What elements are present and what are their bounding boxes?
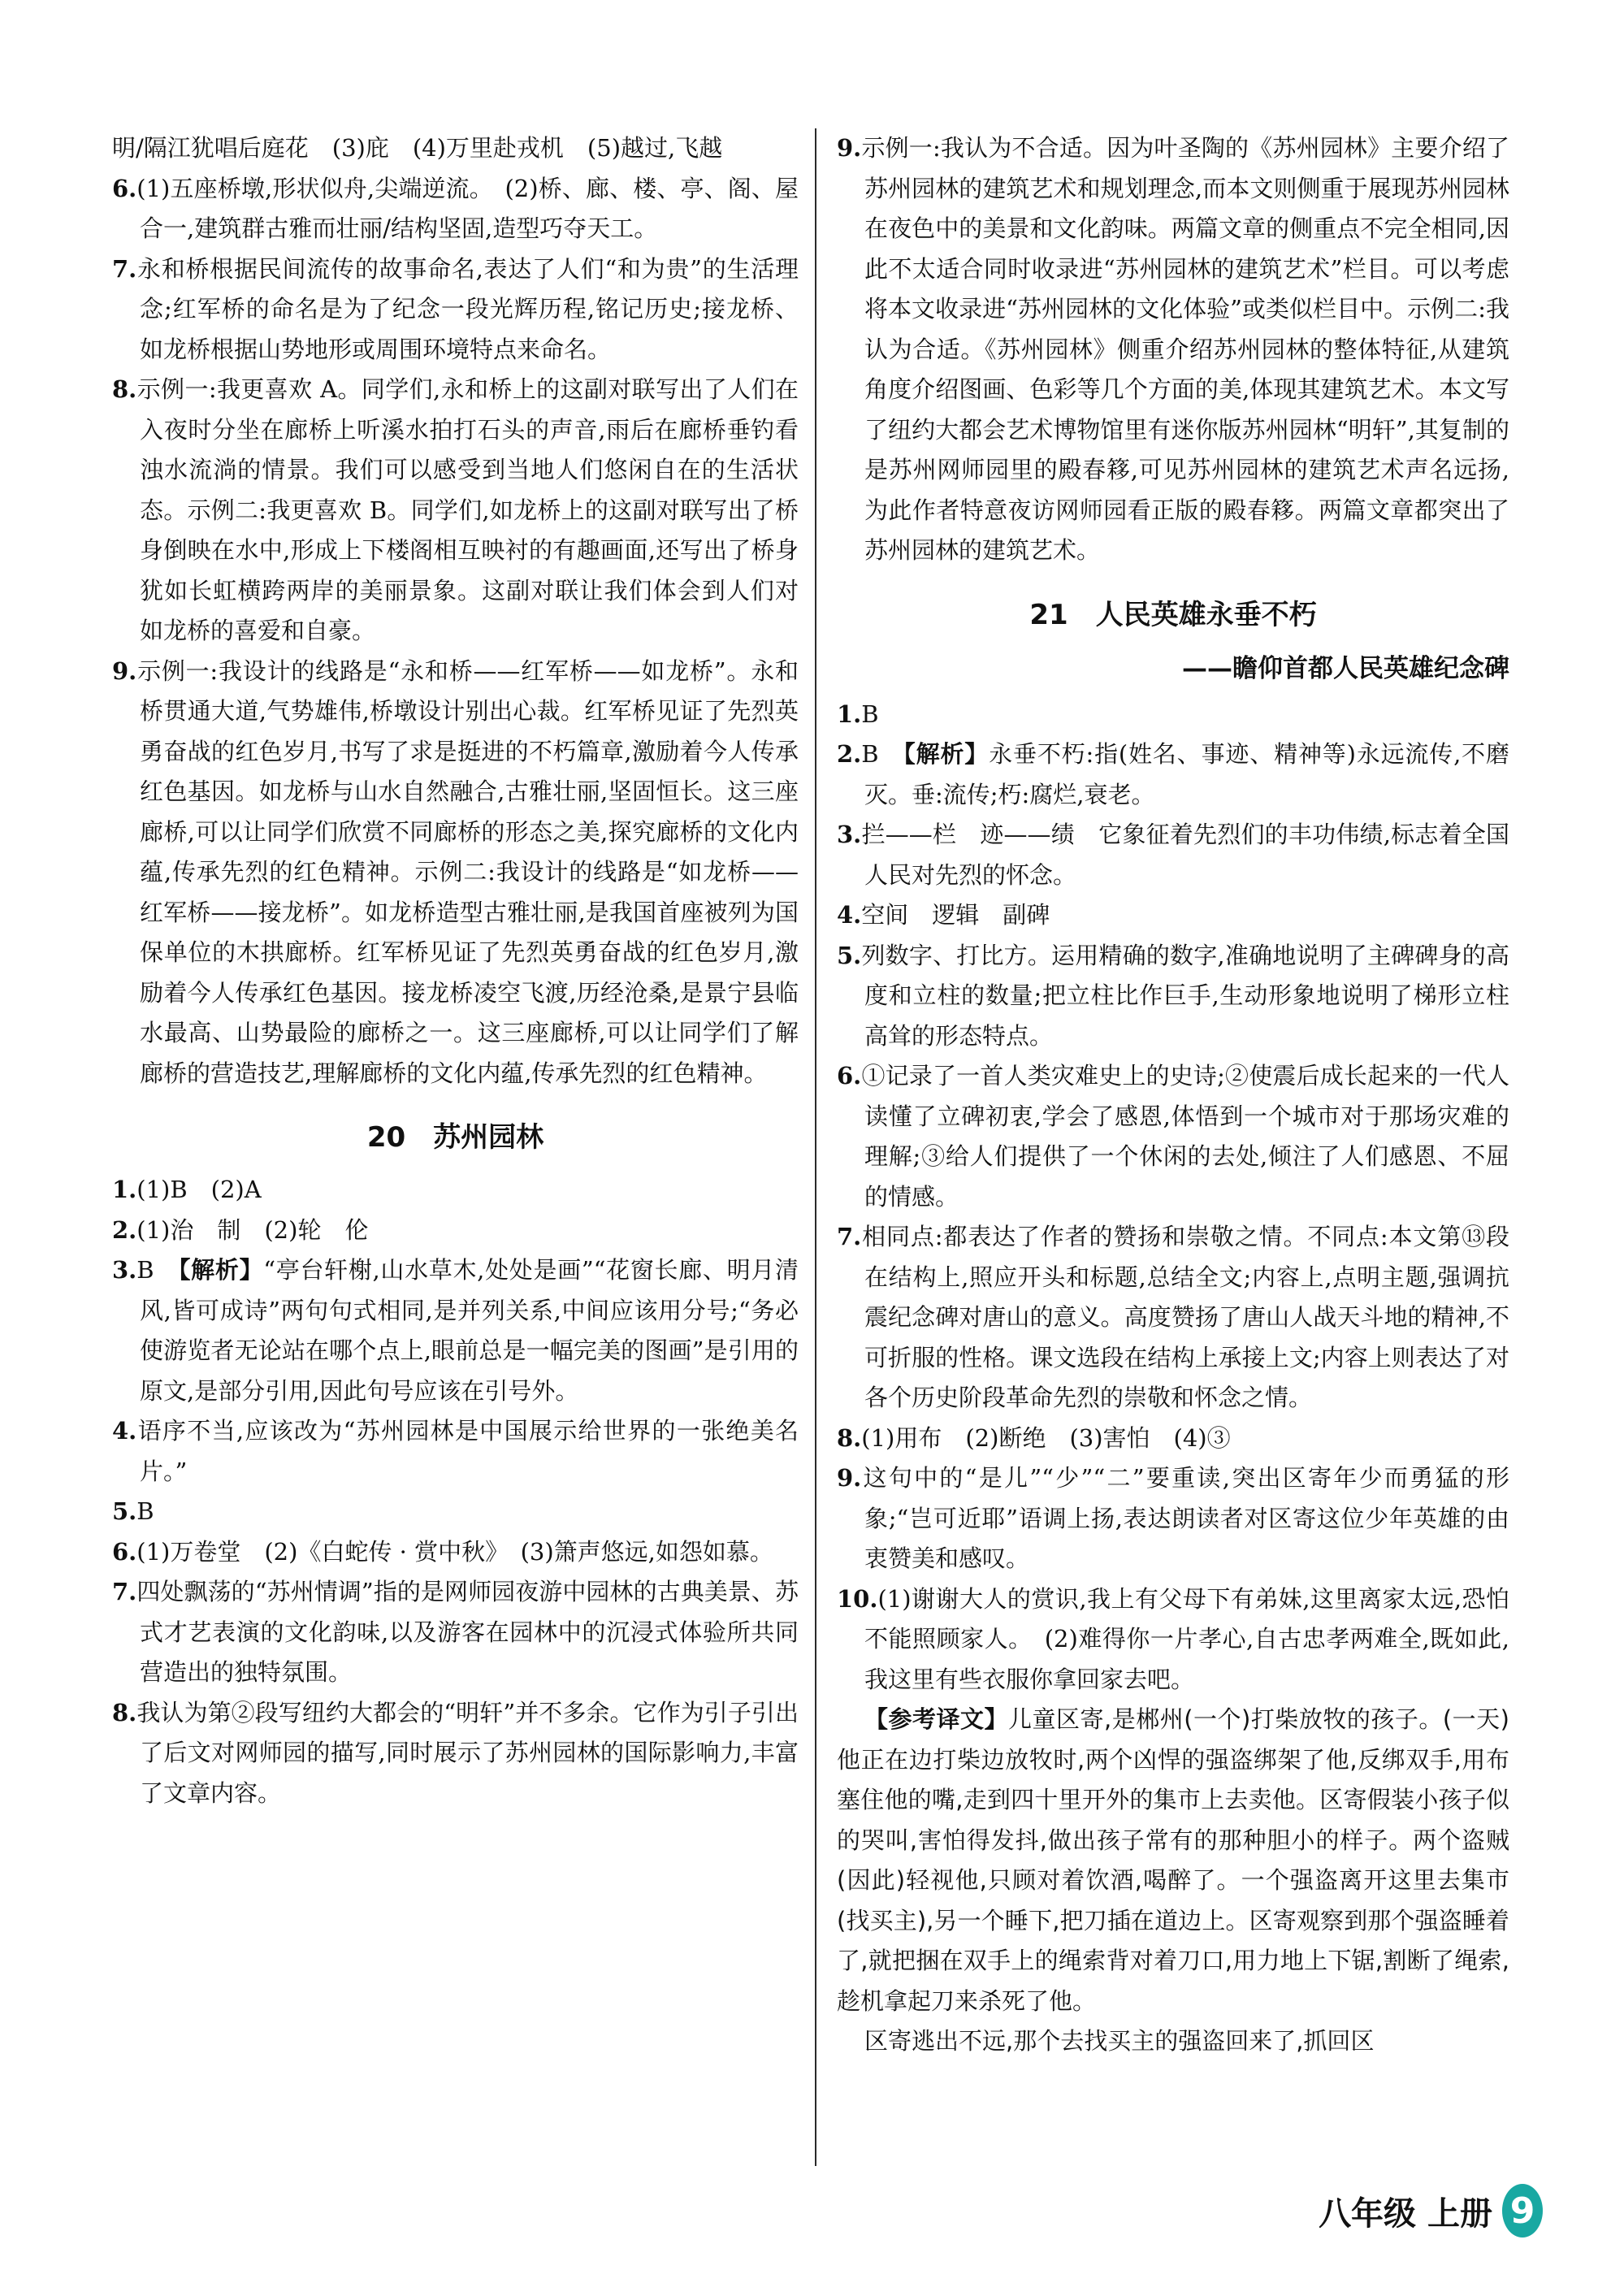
answer-item: 9.示例一:我设计的线路是“永和桥——红军桥——如龙桥”。永和桥贯通大道,气势雄伟,桥墩设计别出心裁。红军桥见证了先烈英勇奋战的红色岁月,书写了求是挺进的不朽篇章,激励着今人传承红色基因。如龙桥与山水自然融合,古雅壮丽,坚固恒长。这三座廊桥,可以让同学们欣赏不同廊桥的形态之美,探究廊桥的文化内蕴,传承先烈的红色精神。示例二:我设计的线路是“如龙桥——红军桥——接龙桥”。如龙桥造型古雅壮丽,是我国首座被列为国保单位的木拱廊桥。红军桥见证了先烈英勇奋战的红色岁月,激励着今人传承红色基因。接龙桥凌空飞渡,历经沧桑,是景宁县临水最高、山势最险的廊桥之一。这三座廊桥,可以让同学们了解廊桥的营造技艺,理解廊桥的文化内蕴,传承先烈的红色精神。 — [112, 656, 799, 1087]
page-footer — [1319, 2184, 1543, 2238]
reference-translation-continued: 区寄逃出不远,那个去找买主的强盗回来了,抓回区 — [864, 2027, 1375, 2055]
section-title-20: 20 苏州园林 — [366, 1121, 544, 1154]
answer-item: 4.空间 逻辑 副碑 — [837, 901, 1050, 929]
answer-item: 5.B — [112, 1497, 154, 1525]
answer-item: 5.列数字、打比方。运用精确的数字,准确地说明了主碑碑身的高度和立柱的数量;把立柱比作巨手,生动形象地说明了梯形立柱高耸的形态特点。 — [837, 941, 1509, 1050]
answer-item: 7.四处飘荡的“苏州情调”指的是网师园夜游中园林的古典美景、苏式才艺表演的文化韵味,以及游客在园林中的沉浸式体验所共同营造出的独特氛围。 — [112, 1578, 799, 1686]
answer-item: 10.(1)谢谢大人的赏识,我上有父母下有弟妹,这里离家太远,恐怕不能照顾家人。 (2)难得你一片孝心,自古忠孝两难全,既如此,我这里有些衣服你拿回家去吧。 — [837, 1584, 1509, 1693]
analysis-tag: 【解析】 — [903, 740, 990, 768]
page-number: 9 — [1502, 2184, 1543, 2238]
answer-item: 6.①记录了一首人类灾难史上的史诗;②使震后成长起来的一代人读懂了立碑初衷,学会了感恩,体悟到一个城市对于那场灾难的理解;③给人们提供了一个休闲的去处,倾注了人们感恩、不屈的情感。 — [837, 1062, 1509, 1211]
answer-item: 3.B 【解析】“亭台轩榭,山水草木,处处是画”“花窗长廊、明月清风,皆可成诗”两句句式相同,是并列关系,中间应该用分号;“务必使游览者无论站在哪个点上,眼前总是一幅完美的图画”是引用的原文,是部分引用,因此句号应该在引号外。 — [112, 1256, 799, 1405]
answer-item: 8.我认为第②段写纽约大都会的“明轩”并不多余。它作为引子引出了后文对网师园的描写,同时展示了苏州园林的国际影响力,丰富了文章内容。 — [112, 1698, 799, 1807]
section-title-21: 21 人民英雄永垂不朽 — [1029, 598, 1317, 631]
answer-item: 9.这句中的“是儿”“少”“二”要重读,突出区寄年少而勇猛的形象;“岂可近耶”语调上扬,表达朗读者对区寄这位少年英雄的由衷赞美和感叹。 — [837, 1464, 1509, 1572]
answer-item: 1.B — [837, 700, 879, 728]
answer-item: 9.示例一:我认为不合适。因为叶圣陶的《苏州园林》主要介绍了苏州园林的建筑艺术和规划理念,而本文则侧重于展现苏州园林在夜色中的美景和文化韵味。两篇文章的侧重点不完全相同,因此不太适合同时收录进“苏州园林的建筑艺术”栏目。可以考虑将本文收录进“苏州园林的文化体验”或类似栏目中。示例二:我认为合适。《苏州园林》侧重介绍苏州园林的整体特征,从建筑角度介绍图画、色彩等几个方面的美,体现其建筑艺术。本文写了纽约大都会艺术博物馆里有迷你版苏州园林“明轩”,其复制的是苏州网师园里的殿春簃,可见苏州园林的建筑艺术声名远扬,为此作者特意夜访网师园看正版的殿春簃。两篇文章都突出了苏州园林的建筑艺术。 — [837, 134, 1509, 564]
right-column — [837, 128, 1509, 2062]
answer-item: 8.(1)用布 (2)断绝 (3)害怕 (4)③ — [837, 1423, 1231, 1452]
answer-item: 7.永和桥根据民间流传的故事命名,表达了人们“和为贵”的生活理念;红军桥的命名是为了纪念一段光辉历程,铭记历史;接龙桥、如龙桥根据山势地形或周围环境特点来命名。 — [112, 254, 799, 363]
section-subtitle-21: ——瞻仰首都人民英雄纪念碑 — [1182, 653, 1509, 683]
answer-item: 7.相同点:都表达了作者的赞扬和崇敬之情。不同点:本文第⑬段在结构上,照应开头和标题,总结全文;内容上,点明主题,强调抗震纪念碑对唐山的意义。高度赞扬了唐山人战天斗地的精神,不可折服的性格。课文选段在结构上承接上文;内容上则表达了对各个历史阶段革命先烈的崇敬和怀念之情。 — [837, 1223, 1509, 1411]
continuation-text: 明/隔江犹唱后庭花 (3)庇 (4)万里赴戎机 (5)越过,飞越 — [112, 134, 723, 162]
answer-item: 8.示例一:我更喜欢 A。同学们,永和桥上的这副对联写出了人们在入夜时分坐在廊桥上听溪水拍打石头的声音,雨后在廊桥垂钓看浊水流淌的情景。我们可以感受到当地人们悠闲自在的生活状态。示例二:我更喜欢 B。同学们,如龙桥上的这副对联写出了桥身倒映在水中,形成上下楼阁相互映衬的有趣画面,还写出了桥身犹如长虹横跨两岸的美丽景象。这副对联让我们体会到人们对如龙桥的喜爱和自豪。 — [112, 375, 799, 644]
left-column — [112, 128, 799, 1813]
reference-tag: 【参考译文】 — [864, 1705, 1009, 1733]
analysis-tag: 【解析】 — [178, 1256, 264, 1284]
answer-item: 2.(1)治 制 (2)轮 伦 — [112, 1215, 369, 1244]
reference-translation: 【参考译文】儿童区寄,是郴州(一个)打柴放牧的孩子。(一天)他正在边打柴边放牧时,两个凶悍的强盗绑架了他,反绑双手,用布塞住他的嘴,走到四十里开外的集市上去卖他。区寄假装小孩子似的哭叫,害怕得发抖,做出孩子常有的那种胆小的样子。两个盗贼(因此)轻视他,只顾对着饮酒,喝醉了。一个强盗离开这里去集市(找买主),另一个睡下,把刀插在道边上。区寄观察到那个强盗睡着了,就把捆在双手上的绳索背对着刀口,用力地上下锯,割断了绳索,趁机拿起刀来杀死了他。 — [837, 1705, 1509, 2015]
answer-item: 4.语序不当,应该改为“苏州园林是中国展示给世界的一张绝美名片。” — [112, 1417, 799, 1485]
answer-item: 1.(1)B (2)A — [112, 1176, 262, 1203]
answer-item: 3.拦——栏 迹——绩 它象征着先烈们的丰功伟绩,标志着全国人民对先烈的怀念。 — [837, 821, 1509, 889]
answer-item: 2.B 【解析】永垂不朽:指(姓名、事迹、精神等)永远流传,不磨灭。垂:流传;朽:腐烂,衰老。 — [837, 740, 1510, 808]
answer-item: 6.(1)万卷堂 (2)《白蛇传 · 赏中秋》 (3)箫声悠远,如怨如慕。 — [112, 1537, 773, 1566]
column-divider — [815, 128, 816, 2166]
grade-label: 八年级 上册 — [1319, 2194, 1492, 2233]
answer-item: 6.(1)五座桥墩,形状似舟,尖端逆流。 (2)桥、廊、楼、亭、阁、屋合一,建筑群古雅而壮丽/结构坚固,造型巧夺天工。 — [112, 174, 799, 242]
